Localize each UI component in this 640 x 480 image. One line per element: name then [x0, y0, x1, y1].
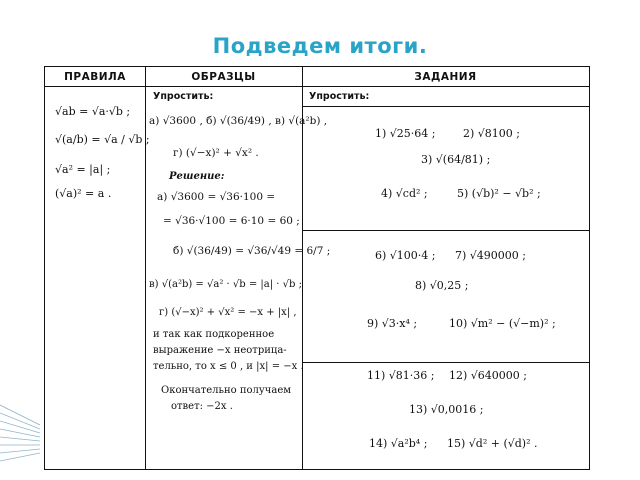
slide-title: Подведем итоги.	[212, 34, 428, 58]
examples-tasks-line2: г) (√−x)² + √x² .	[173, 147, 259, 159]
solution-b: б) √(36/49) = √36/√49 = 6/7 ;	[173, 245, 331, 257]
solution-g: г) (√−x)² + √x² = −x + |x| ,	[159, 307, 297, 318]
rule-abs: √a² = |a| ;	[55, 163, 111, 176]
note-line3: тельно, то x ≤ 0 , и |x| = −x .	[153, 361, 304, 372]
task-5: 5) (√b)² − √b² ;	[457, 187, 541, 200]
task-14: 14) √a²b⁴ ;	[369, 437, 428, 450]
header-examples: ОБРАЗЦЫ	[191, 71, 256, 83]
task-3: 3) √(64/81) ;	[421, 153, 491, 166]
task-11: 11) √81·36 ;	[367, 369, 435, 382]
task-12: 12) √640000 ;	[449, 369, 527, 382]
task-8: 8) √0,25 ;	[415, 279, 469, 292]
task-1: 1) √25·64 ;	[375, 127, 436, 140]
task-2: 2) √8100 ;	[463, 127, 520, 140]
decorative-lines	[0, 395, 40, 480]
rules-table	[44, 66, 590, 470]
examples-tasks-line1: а) √3600 , б) √(36/49) , в) √(a²b) ,	[149, 115, 328, 127]
task-13: 13) √0,0016 ;	[409, 403, 484, 416]
task-6: 6) √100·4 ;	[375, 249, 436, 262]
task-9: 9) √3·x⁴ ;	[367, 317, 418, 330]
final-line2: ответ: −2x .	[171, 401, 233, 412]
header-tasks: ЗАДАНИЯ	[414, 71, 477, 83]
solution-a-line2: = √36·√100 = 6·10 = 60 ;	[163, 215, 300, 227]
final-line1: Окончательно получаем	[161, 385, 292, 396]
task-7: 7) √490000 ;	[455, 249, 526, 262]
examples-heading: Упростить:	[153, 91, 214, 102]
header-rules: ПРАВИЛА	[64, 71, 126, 83]
task-4: 4) √cd² ;	[381, 187, 428, 200]
note-line1: и так как подкоренное	[153, 329, 275, 340]
solution-a-line1: а) √3600 = √36·100 =	[157, 191, 276, 203]
tasks-heading: Упростить:	[309, 91, 370, 102]
rule-square: (√a)² = a .	[55, 187, 112, 200]
task-10: 10) √m² − (√−m)² ;	[449, 317, 556, 330]
solution-label: Решение:	[169, 171, 225, 182]
solution-v: в) √(a²b) = √a² · √b = |a| · √b ;	[149, 279, 302, 290]
note-line2: выражение −x неотрица-	[153, 345, 287, 356]
task-15: 15) √d² + (√d)² .	[447, 437, 538, 450]
rule-product: √ab = √a·√b ;	[55, 105, 131, 118]
rule-quotient: √(a/b) = √a / √b ;	[55, 133, 150, 146]
